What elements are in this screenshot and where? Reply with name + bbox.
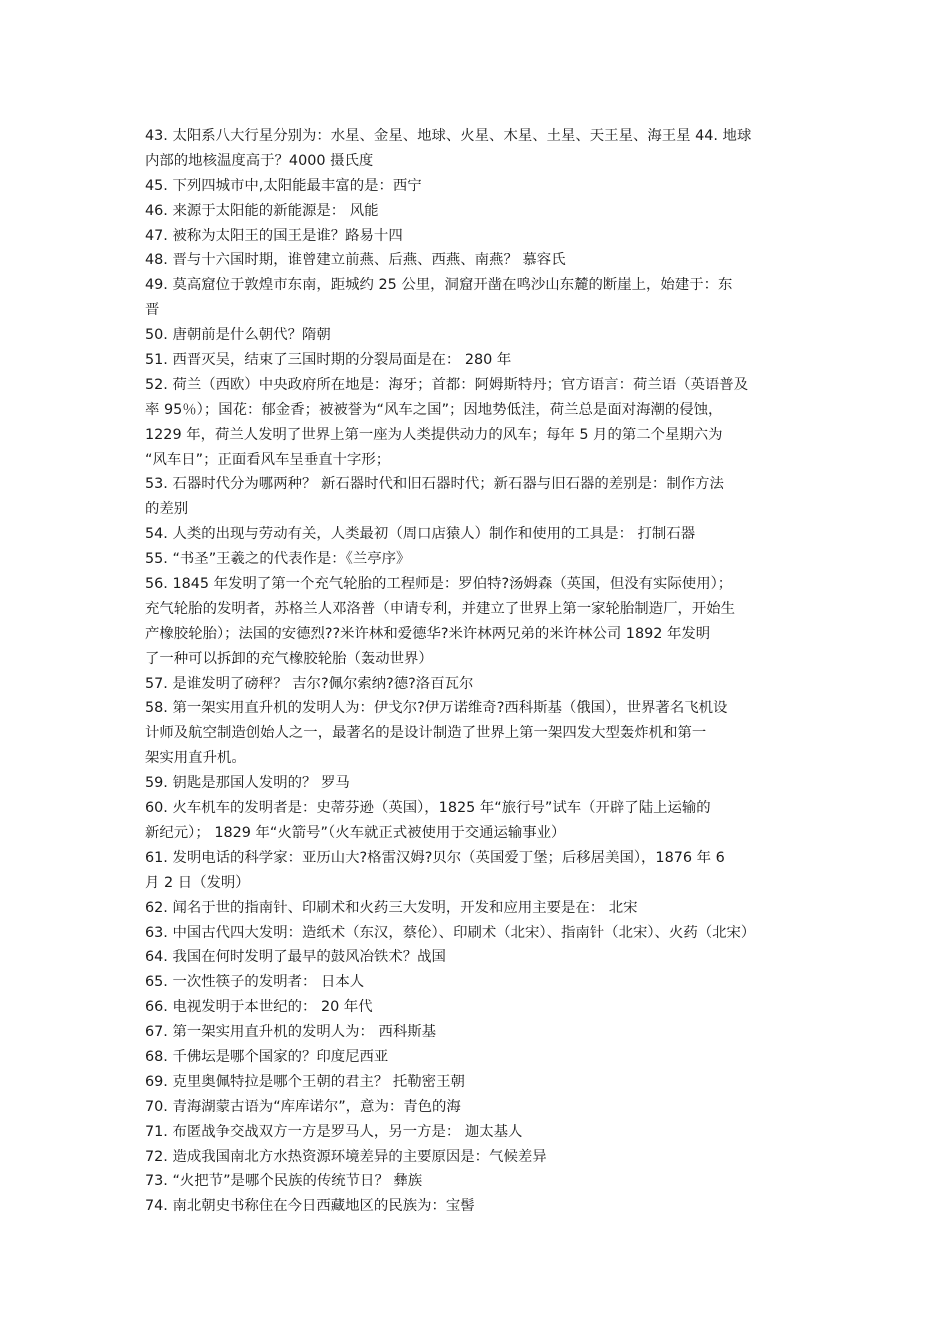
text-line: 65. 一次性筷子的发明者： 日本人	[145, 974, 365, 991]
text-line: 58. 第一架实用直升机的发明人为：伊戈尔?伊万诺维奇?西科斯基（俄国），世界著名飞机设	[145, 700, 728, 717]
text-line: 64. 我国在何时发明了最早的鼓风冶铁术？战国	[145, 949, 446, 966]
text-line: 54. 人类的出现与劳动有关，人类最初（周口店猿人）制作和使用的工具是： 打制石器	[145, 526, 696, 543]
text-line: 43. 太阳系八大行星分别为：水星、金星、地球、火星、木星、土星、天王星、海王星 44. 地球	[145, 128, 752, 144]
text-line: 68. 千佛坛是哪个国家的？印度尼西亚	[145, 1048, 389, 1065]
text-line: 充气轮胎的发明者，苏格兰人邓洛普（申请专利，并建立了世界上第一家轮胎制造厂，开始生	[145, 600, 736, 617]
text-line: 74. 南北朝史书称住在今日西藏地区的民族为：宝髻	[145, 1198, 475, 1215]
text-line: 月 2 日（发明）	[145, 874, 250, 891]
text-line: 了一种可以拆卸的充气橡胶轮胎（轰动世界）	[145, 650, 433, 667]
text-line: 60. 火车机车的发明者是：史蒂芬逊（英国），1825 年“旅行号”试车（开辟了陆上运输的	[145, 800, 711, 817]
text-line: 51. 西晋灭吴，结束了三国时期的分裂局面是在： 280 年	[145, 352, 512, 369]
text-line: 的差别	[145, 501, 189, 518]
text-line: 49. 莫高窟位于敦煌市东南，距城约 25 公里，洞窟开凿在鸣沙山东麓的断崖上，始建于：东	[145, 277, 733, 294]
text-line: 62. 闻名于世的指南针、印刷术和火药三大发明，开发和应用主要是在： 北宋	[145, 899, 638, 916]
text-line: 50. 唐朝前是什么朝代？隋朝	[145, 327, 331, 344]
text-line: 率 95％）；国花：郁金香；被被誉为“风车之国”；因地势低洼，荷兰总是面对海潮的侵蚀，	[145, 401, 723, 418]
text-line: 70. 青海湖蒙古语为“库库诺尔”，意为：青色的海	[145, 1098, 461, 1115]
text-line: 内部的地核温度高于？4000 摄氏度	[145, 152, 374, 169]
text-line: 架实用直升机。	[145, 750, 246, 767]
document-body	[145, 124, 815, 1219]
text-line: 47. 被称为太阳王的国王是谁？路易十四	[145, 227, 403, 244]
text-line: 71. 布匿战争交战双方一方是罗马人，另一方是： 迦太基人	[145, 1123, 523, 1140]
text-line: 46. 来源于太阳能的新能源是： 风能	[145, 202, 379, 219]
text-line: 63. 中国古代四大发明：造纸术（东汉，蔡伦）、印刷术（北宋）、指南针（北宋）、火药（北宋）	[145, 924, 756, 941]
text-line: 产橡胶轮胎）；法国的安德烈??米许林和爱德华?米许林两兄弟的米许林公司 1892 年发明	[145, 625, 711, 642]
text-line: 73. “火把节”是哪个民族的传统节日？ 彝族	[145, 1173, 423, 1190]
text-line: 61. 发明电话的科学家：亚历山大?格雷汉姆?贝尔（英国爱丁堡；后移居美国），1876 年 6	[145, 849, 725, 866]
text-line: 45. 下列四城市中,太阳能最丰富的是：西宁	[145, 177, 422, 194]
text-line: 53. 石器时代分为哪两种？ 新石器时代和旧石器时代；新石器与旧石器的差别是：制作方法	[145, 476, 724, 493]
text-line: 计师及航空制造创始人之一，最著名的是设计制造了世界上第一架四发大型轰炸机和第一	[145, 725, 707, 742]
text-line: 57. 是谁发明了磅秤？ 吉尔?佩尔索纳?德?洛百瓦尔	[145, 675, 474, 692]
text-line: 52. 荷兰（西欧）中央政府所在地是：海牙；首都：阿姆斯特丹；官方语言：荷兰语（英语普及	[145, 376, 749, 393]
text-line: 67. 第一架实用直升机的发明人为： 西科斯基	[145, 1024, 437, 1041]
text-line: 55. “书圣”王羲之的代表作是：《兰亭序》	[145, 551, 411, 568]
text-line: 新纪元）； 1829 年“火箭号”（火车就正式被使用于交通运输事业）	[145, 824, 566, 841]
text-line: 66. 电视发明于本世纪的： 20 年代	[145, 999, 373, 1016]
text-line: “风车日”；正面看风车呈垂直十字形；	[145, 451, 391, 468]
text-line: 晋	[145, 302, 160, 319]
text-line: 69. 克里奥佩特拉是哪个王朝的君主？ 托勒密王朝	[145, 1073, 465, 1090]
text-line: 1229 年，荷兰人发明了世界上第一座为人类提供动力的风车；每年 5 月的第二个星期六为	[145, 426, 723, 443]
text-line: 59. 钥匙是那国人发明的？ 罗马	[145, 775, 350, 792]
text-line: 48. 晋与十六国时期，谁曾建立前燕、后燕、西燕、南燕？ 慕容氏	[145, 252, 566, 269]
text-line: 72. 造成我国南北方水热资源环境差异的主要原因是：气候差异	[145, 1148, 547, 1165]
text-line: 56. 1845 年发明了第一个充气轮胎的工程师是：罗伯特?汤姆森（英国，但没有实际使用）；	[145, 576, 733, 593]
